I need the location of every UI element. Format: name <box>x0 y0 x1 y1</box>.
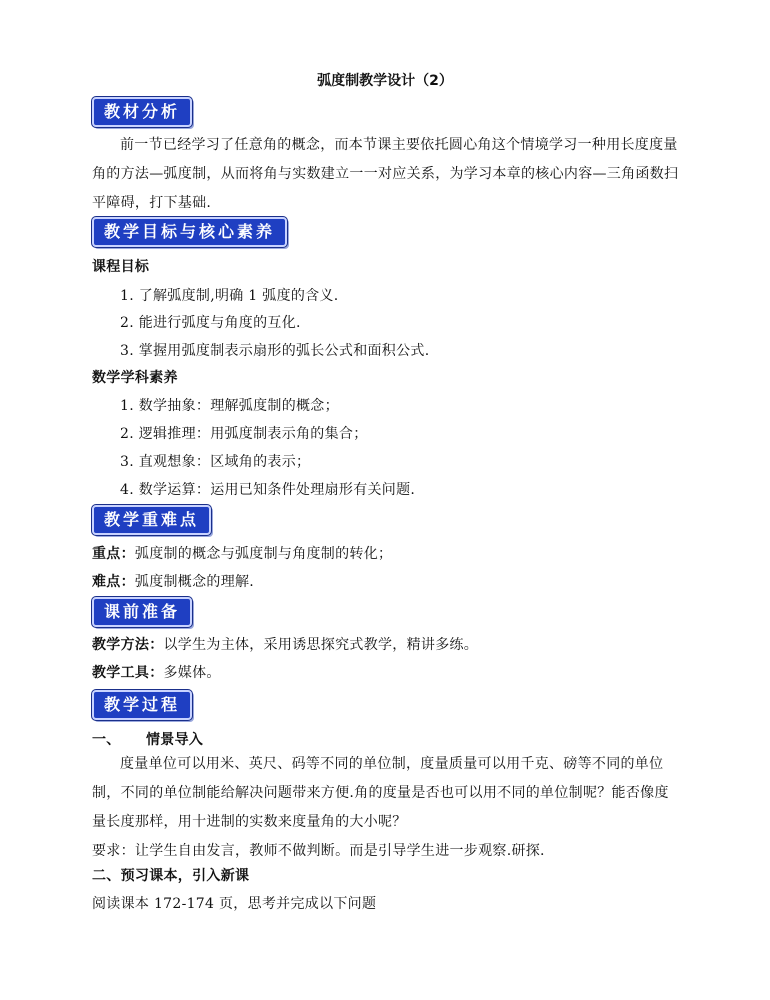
course-goal-item: 3. 掌握用弧度制表示扇形的弧长公式和面积公式. <box>120 343 430 359</box>
key-point-line <box>92 543 392 563</box>
course-goals-heading: 课程目标 <box>92 259 150 275</box>
difficulty-text: 弧度制概念的理解. <box>134 574 255 590</box>
literacy-item: 1. 数学抽象：理解弧度制的概念； <box>120 398 339 414</box>
section-banner-goals: 教学目标与核心素养 <box>92 217 287 247</box>
section-banner-keypoints: 教学重难点 <box>92 505 211 535</box>
section-two-title: 二、预习课本，引入新课 <box>92 868 250 884</box>
literacy-heading: 数学学科素养 <box>92 370 178 386</box>
section-banner-prep: 课前准备 <box>92 597 192 627</box>
teaching-method-label: 教学方法： <box>92 637 164 653</box>
difficulty-label: 难点： <box>92 574 135 590</box>
section-banner-process: 教学过程 <box>92 690 192 720</box>
page-title: 弧度制教学设计（2） <box>317 73 453 89</box>
literacy-item: 4. 数学运算：运用已知条件处理扇形有关问题. <box>120 482 416 498</box>
key-point-text: 弧度制的概念与弧度制与角度制的转化； <box>134 546 393 562</box>
teaching-method-text: 以学生为主体，采用诱思探究式教学，精讲多练。 <box>163 637 479 653</box>
section-banner-analysis: 教材分析 <box>92 97 192 127</box>
teaching-method-line <box>92 634 478 654</box>
key-point-label: 重点： <box>92 546 135 562</box>
analysis-paragraph: 前一节已经学习了任意角的概念，而本节课主要依托圆心角这个情境学习一种用长度度量角的方法—弧度制，从而将角与实数建立一一对应关系，为学习本章的核心内容—三角函数扫平障碍，打下基础. <box>92 137 679 211</box>
teaching-tool-label: 教学工具： <box>92 665 164 681</box>
section-two-text: 阅读课本 172-174 页，思考并完成以下问题 <box>92 896 377 912</box>
course-goal-item: 2. 能进行弧度与角度的互化. <box>120 315 301 331</box>
difficulty-line <box>92 571 254 591</box>
section-one-number: 一、 <box>92 732 121 748</box>
teaching-tool-text: 多媒体。 <box>163 665 221 681</box>
course-goal-item: 1. 了解弧度制,明确 1 弧度的含义. <box>120 288 339 304</box>
section-one-title: 情景导入 <box>146 732 204 748</box>
teaching-tool-line <box>92 662 221 682</box>
literacy-item: 3. 直观想象：区域角的表示； <box>120 454 311 470</box>
literacy-item: 2. 逻辑推理：用弧度制表示角的集合； <box>120 426 368 442</box>
requirement-line: 要求：让学生自由发言，教师不做判断。而是引导学生进一步观察.研探. <box>92 843 545 859</box>
scenario-paragraph: 度量单位可以用米、英尺、码等不同的单位制，度量质量可以用千克、磅等不同的单位制，不同的单位制能给解决问题带来方便.角的度量是否也可以用不同的单位制呢？能否像度量长度那样，用十进制的实数来度量角的大小呢？ <box>92 756 669 830</box>
